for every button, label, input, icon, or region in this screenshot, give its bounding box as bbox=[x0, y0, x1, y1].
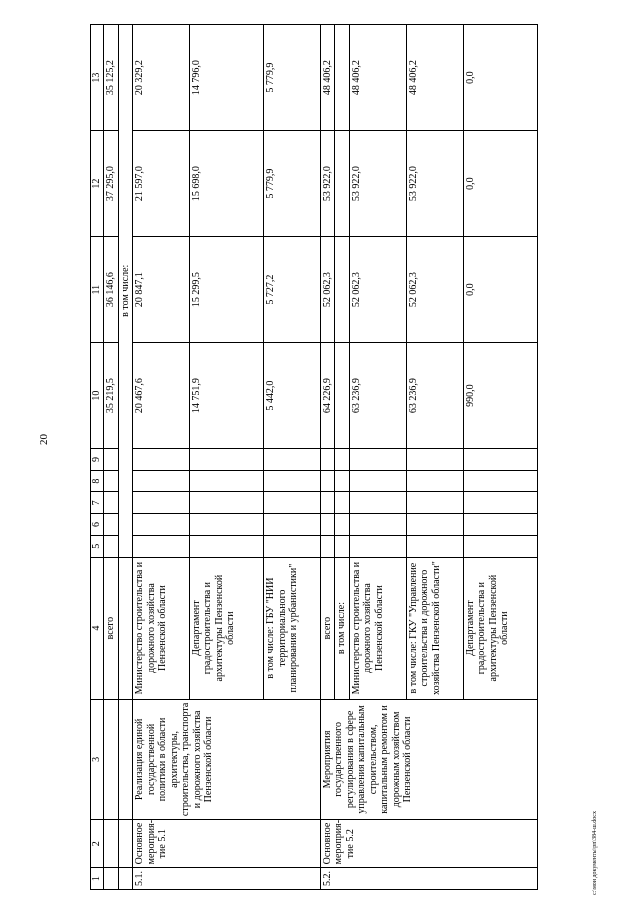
value-cell: 14 796,0 bbox=[189, 25, 263, 131]
measure-description: Реализация единой государственной политики в области архитектуры, строительства, транспорта и дорожного хозяйства Пензенской области bbox=[133, 699, 321, 819]
col-number: 8 bbox=[91, 470, 104, 492]
executor-cell: Департамент градостроительства и архитектуры Пензенской области bbox=[189, 557, 263, 699]
value-cell: 52 062,3 bbox=[349, 237, 406, 343]
value-cell: 53 922,0 bbox=[406, 131, 463, 237]
value-cell: 5 442,0 bbox=[264, 343, 321, 449]
measure-kind: Основное мероприя-тие 5.2 bbox=[320, 820, 537, 868]
col-number: 11 bbox=[91, 237, 104, 343]
value-cell: 15 698,0 bbox=[189, 131, 263, 237]
col-number: 6 bbox=[91, 514, 104, 536]
col-number: 1 bbox=[91, 868, 104, 890]
page-number: 20 bbox=[38, 434, 50, 445]
executor-cell: Департамент градостроительства и архитектуры Пензенской области bbox=[463, 557, 537, 699]
incl-label: в том числе: bbox=[335, 557, 350, 699]
value-cell: 5 779,9 bbox=[264, 25, 321, 131]
value-cell: 36 146,6 bbox=[104, 237, 119, 343]
value-cell: 14 751,9 bbox=[189, 343, 263, 449]
value-cell: 0,0 bbox=[463, 237, 537, 343]
value-cell: 20 467,6 bbox=[133, 343, 190, 449]
value-cell: 20 847,1 bbox=[133, 237, 190, 343]
rotated-table-wrap bbox=[90, 24, 538, 890]
value-cell: 20 329,2 bbox=[133, 25, 190, 131]
col-number: 3 bbox=[91, 699, 104, 819]
col-number: 9 bbox=[91, 449, 104, 471]
value-cell: 5 779,9 bbox=[264, 131, 321, 237]
value-cell: 35 219,5 bbox=[104, 343, 119, 449]
total-label: всего bbox=[104, 557, 119, 699]
budget-table bbox=[90, 24, 538, 890]
row-number: 5.1. bbox=[133, 868, 321, 890]
value-cell: 52 062,3 bbox=[406, 237, 463, 343]
value-cell: 48 406,2 bbox=[406, 25, 463, 131]
value-cell: 48 406,2 bbox=[349, 25, 406, 131]
value-cell: 37 295,0 bbox=[104, 131, 119, 237]
col-number: 13 bbox=[91, 25, 104, 131]
value-cell: 35 125,2 bbox=[104, 25, 119, 131]
m52-total-row bbox=[320, 25, 335, 890]
incl-label: в том числе: bbox=[118, 25, 133, 558]
value-cell: 48 406,2 bbox=[320, 25, 335, 131]
value-cell: 52 062,3 bbox=[320, 237, 335, 343]
executor-cell: в том числе: ГБУ "НИИ территориального планирования и урбанистики" bbox=[264, 557, 321, 699]
value-cell: 53 922,0 bbox=[320, 131, 335, 237]
measure-kind: Основное мероприя-тие 5.1 bbox=[133, 820, 321, 868]
value-cell: 63 236,9 bbox=[349, 343, 406, 449]
row-number: 5.2. bbox=[320, 868, 537, 890]
value-cell: 53 922,0 bbox=[349, 131, 406, 237]
m51-row-1 bbox=[133, 25, 190, 890]
value-cell: 21 597,0 bbox=[133, 131, 190, 237]
prior-total-row bbox=[104, 25, 119, 890]
file-path-footer: c:\мои документы\рп\384-ш.docx bbox=[592, 811, 598, 895]
total-label: всего bbox=[320, 557, 335, 699]
executor-cell: в том числе: ГКУ "Управление строительства и дорожного хозяйства Пензенской области" bbox=[406, 557, 463, 699]
col-number: 4 bbox=[91, 557, 104, 699]
col-number: 7 bbox=[91, 492, 104, 514]
value-cell: 990,0 bbox=[463, 343, 537, 449]
column-number-row bbox=[91, 25, 104, 890]
col-number: 5 bbox=[91, 535, 104, 557]
value-cell: 64 226,9 bbox=[320, 343, 335, 449]
col-number: 10 bbox=[91, 343, 104, 449]
value-cell: 0,0 bbox=[463, 131, 537, 237]
executor-cell: Министерство строительства и дорожного хозяйства Пензенской области bbox=[349, 557, 406, 699]
executor-cell: Министерство строительства и дорожного хозяйства Пензенской области bbox=[133, 557, 190, 699]
value-cell: 5 727,2 bbox=[264, 237, 321, 343]
col-number: 12 bbox=[91, 131, 104, 237]
prior-incl-row bbox=[118, 25, 133, 890]
value-cell: 15 299,5 bbox=[189, 237, 263, 343]
measure-description: Мероприятия государственного регулирования в сфере управления капитальным строительством, капитальным ремонтом и дорожным хозяйством Пензенской области bbox=[320, 699, 537, 819]
value-cell: 63 236,9 bbox=[406, 343, 463, 449]
value-cell: 0,0 bbox=[463, 25, 537, 131]
col-number: 2 bbox=[91, 820, 104, 868]
